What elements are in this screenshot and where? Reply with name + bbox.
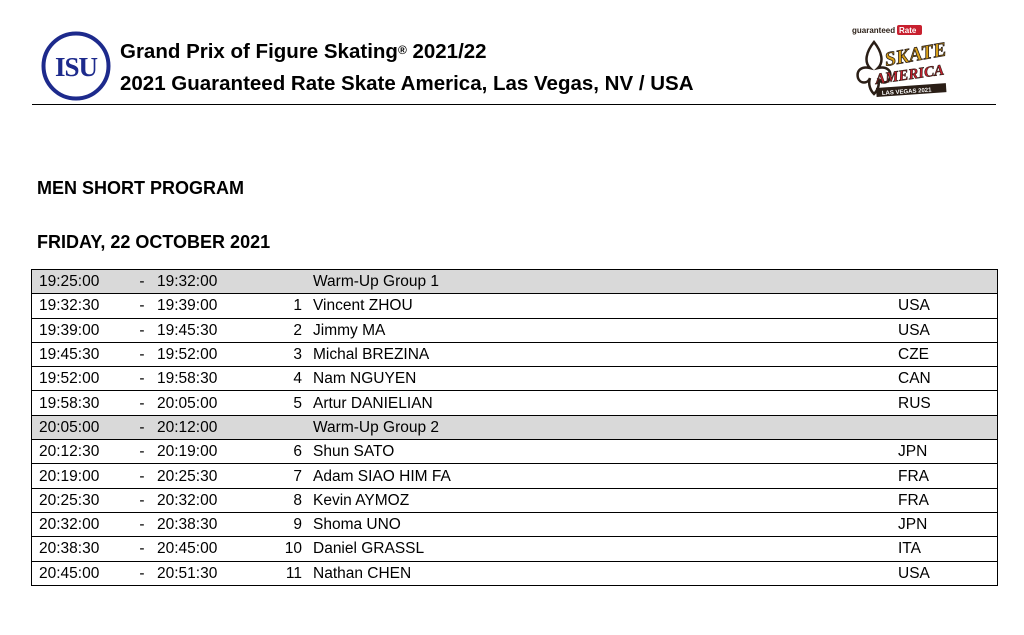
start-number: 1 — [252, 294, 313, 318]
skater-row — [32, 367, 998, 391]
skater-row — [32, 391, 998, 415]
start-number: 6 — [252, 440, 313, 464]
skate-wordmark: SKATE — [883, 38, 949, 71]
skater-row — [32, 294, 998, 318]
start-time: 20:25:30 — [32, 488, 128, 512]
nation — [898, 415, 998, 439]
series-name: Grand Prix of Figure Skating — [120, 40, 398, 63]
skater-name: Shun SATO — [313, 440, 898, 464]
time-separator: - — [127, 391, 157, 415]
america-wordmark: AMERICA — [874, 62, 946, 88]
skater-name: Adam SIAO HIM FA — [313, 464, 898, 488]
start-time: 19:39:00 — [32, 318, 128, 342]
nation: USA — [898, 561, 998, 585]
nation: CAN — [898, 367, 998, 391]
end-time: 20:05:00 — [157, 391, 252, 415]
end-time: 19:45:30 — [157, 318, 252, 342]
time-separator: - — [127, 561, 157, 585]
registered-mark: ® — [397, 43, 407, 57]
schedule-date: FRIDAY, 22 OCTOBER 2021 — [37, 232, 271, 252]
start-time: 20:19:00 — [32, 464, 128, 488]
start-number: 8 — [252, 488, 313, 512]
skater-name: Warm-Up Group 1 — [313, 270, 898, 294]
time-separator: - — [127, 488, 157, 512]
start-number: 11 — [252, 561, 313, 585]
skater-row — [32, 561, 998, 585]
series-season: 2021/22 — [406, 40, 487, 63]
skater-row — [32, 537, 998, 561]
nation: JPN — [898, 512, 998, 536]
time-separator: - — [127, 270, 157, 294]
nation: RUS — [898, 391, 998, 415]
skater-row — [32, 342, 998, 366]
skater-row — [32, 512, 998, 536]
start-number: 9 — [252, 512, 313, 536]
nation: JPN — [898, 440, 998, 464]
end-time: 20:25:30 — [157, 464, 252, 488]
start-time: 19:32:30 — [32, 294, 128, 318]
start-time: 19:52:00 — [32, 367, 128, 391]
isu-logo — [41, 31, 111, 101]
header-titles — [120, 36, 694, 100]
isu-logo-text: ISU — [54, 52, 98, 82]
nation: USA — [898, 294, 998, 318]
nation: FRA — [898, 488, 998, 512]
warm-up-row — [32, 270, 998, 294]
schedule-body — [32, 270, 998, 586]
time-separator: - — [127, 294, 157, 318]
start-number: 7 — [252, 464, 313, 488]
schedule-table — [31, 269, 998, 586]
end-time: 19:32:00 — [157, 270, 252, 294]
skater-row — [32, 464, 998, 488]
end-time: 20:32:00 — [157, 488, 252, 512]
end-time: 19:52:00 — [157, 342, 252, 366]
time-separator: - — [127, 464, 157, 488]
skater-name: Daniel GRASSL — [313, 537, 898, 561]
end-time: 20:38:30 — [157, 512, 252, 536]
start-number — [252, 270, 313, 294]
start-number: 3 — [252, 342, 313, 366]
skater-name: Shoma UNO — [313, 512, 898, 536]
skater-row — [32, 318, 998, 342]
competition-subtitle: 2021 Guaranteed Rate Skate America, Las Vegas, NV / USA — [120, 72, 694, 95]
skater-name: Artur DANIELIAN — [313, 391, 898, 415]
skater-name: Jimmy MA — [313, 318, 898, 342]
end-time: 20:12:00 — [157, 415, 252, 439]
start-number — [252, 415, 313, 439]
end-time: 20:51:30 — [157, 561, 252, 585]
skater-row — [32, 488, 998, 512]
time-separator: - — [127, 440, 157, 464]
time-separator: - — [127, 537, 157, 561]
start-time: 20:32:00 — [32, 512, 128, 536]
skater-name: Michal BREZINA — [313, 342, 898, 366]
start-number: 4 — [252, 367, 313, 391]
start-time: 20:45:00 — [32, 561, 128, 585]
time-separator: - — [127, 342, 157, 366]
nation: USA — [898, 318, 998, 342]
event-title: MEN SHORT PROGRAM — [37, 178, 244, 198]
skate-america-logo — [846, 22, 958, 106]
nation: CZE — [898, 342, 998, 366]
end-time: 20:45:00 — [157, 537, 252, 561]
skater-name: Nathan CHEN — [313, 561, 898, 585]
nation: ITA — [898, 537, 998, 561]
end-time: 19:39:00 — [157, 294, 252, 318]
header-divider — [32, 104, 996, 105]
end-time: 19:58:30 — [157, 367, 252, 391]
time-separator: - — [127, 512, 157, 536]
start-time: 19:58:30 — [32, 391, 128, 415]
time-separator: - — [127, 318, 157, 342]
sponsor-brand-a: guaranteed — [852, 26, 896, 35]
document-header — [0, 0, 1024, 106]
start-time: 20:05:00 — [32, 415, 128, 439]
start-time: 20:12:30 — [32, 440, 128, 464]
skater-name: Warm-Up Group 2 — [313, 415, 898, 439]
nation: FRA — [898, 464, 998, 488]
skater-row — [32, 440, 998, 464]
skater-name: Vincent ZHOU — [313, 294, 898, 318]
time-separator: - — [127, 415, 157, 439]
warm-up-row — [32, 415, 998, 439]
skater-name: Nam NGUYEN — [313, 367, 898, 391]
sponsor-brand-b: Rate — [899, 26, 917, 35]
start-number: 10 — [252, 537, 313, 561]
start-number: 2 — [252, 318, 313, 342]
nation — [898, 270, 998, 294]
end-time: 20:19:00 — [157, 440, 252, 464]
time-separator: - — [127, 367, 157, 391]
competition-series-title — [120, 36, 694, 68]
start-time: 19:45:30 — [32, 342, 128, 366]
logo-ribbon-text: LAS VEGAS 2021 — [881, 87, 932, 97]
start-number: 5 — [252, 391, 313, 415]
start-time: 19:25:00 — [32, 270, 128, 294]
skater-name: Kevin AYMOZ — [313, 488, 898, 512]
start-time: 20:38:30 — [32, 537, 128, 561]
